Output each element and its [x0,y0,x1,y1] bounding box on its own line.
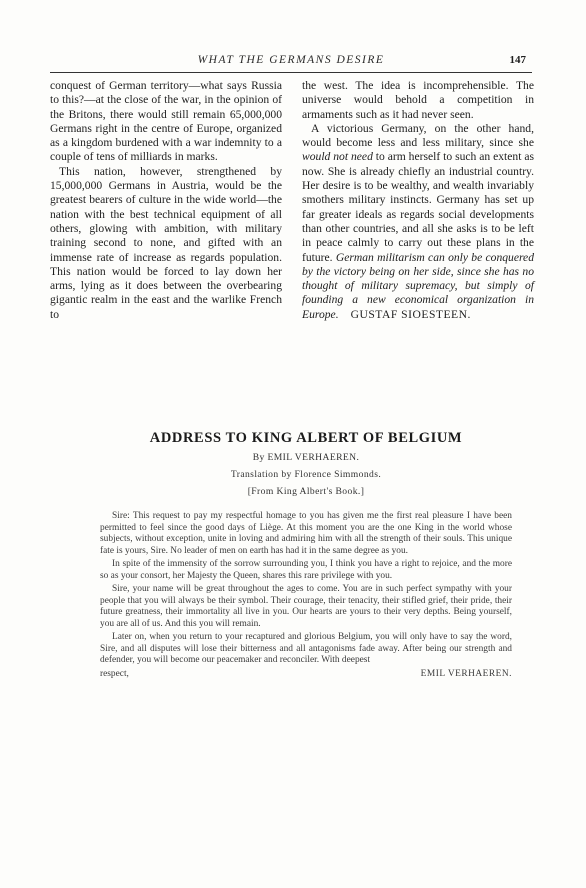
address-closing-word: respect, [100,668,129,679]
address-author: EMIL VERHAEREN. [420,668,512,679]
left-column [50,79,282,322]
address-paragraph-3: Sire, your name will be great throughout the ages to come. You are in such perfect sympathy with your people that you will always be their symbol. Their courage, their tenacity, their stifled grief, their pride, their future greatness, their immortality all live in you. Our hearts are yours to their very depths. Being yourself, you are all of us. And this you will remain. [100,584,512,629]
address-translation-credit: Translation by Florence Simmonds. [230,469,382,480]
address-body [100,511,512,667]
address-section [100,430,512,680]
right-column [302,79,534,322]
right-paragraph-2 [302,122,534,322]
article-signature: GUSTAF SIOESTEEN. [350,307,471,321]
right-paragraph-2-italic-phrase: would not need [302,150,373,164]
page-number: 147 [509,54,526,66]
address-paragraph-1: Sire: This request to pay my respectful homage to you has given me the first real pleasure I have been permitted to feel since the good days of Liège. At this moment you are the one King in the world whose subjects, without exception, unite in loving and admiring him with all the strength of their souls. This unique fate is yours, Sire. No leader of men on earth has had it in the same degree as you. [100,511,512,556]
right-paragraph-2-text-c: to arm herself to such an extent as now. She is already chiefly an industrial country. Her desire is to be wealthy, and wealth invariably smothers military instincts. Germany has set up far greater ideals as regards social developments than other countries, and all she asks is to be left in peace calmly to carry out these plans in the future. [302,150,534,264]
left-paragraph-1: conquest of German territory—what says Russia to this?—at the close of the war, in the opinion of the Britons, there would still remain 65,000,000 Germans right in the centre of Europe, organized as a kingdom burdened with a war indemnity to a couple of tens of milliards in marks. [50,79,282,164]
page-header [50,54,532,73]
address-byline: By EMIL VERHAEREN. [252,452,360,463]
right-paragraph-2-text-a: A victorious Germany, on the other hand, would become less and less military, since she [302,121,534,150]
right-paragraph-2-italic-conclusion: German militarism can only be conquered by the victory being on her side, since she has no thought of military supremacy, but simply of founding a new economical organization in Europe. [302,250,535,321]
address-source: [From King Albert's Book.] [247,486,365,497]
address-paragraph-2: In spite of the immensity of the sorrow surrounding you, I think you have a right to rejoice, and the more so as your consort, her Majesty the Queen, shares this rare privilege with you. [100,559,512,581]
address-title: ADDRESS TO KING ALBERT OF BELGIUM [149,430,463,446]
left-paragraph-2: This nation, however, strengthened by 15,000,000 Germans in Austria, would be the greatest bearers of culture in the wide world—the nation with the best technical equipment of all others, glowing with ambition, with military training second to none, and gifted with an immense rate of increase as regards population. This nation would be forced to lay down her arms, lying as it does between the overbearing gigantic realm in the east and the warlike French to [50,164,282,321]
running-title: WHAT THE GERMANS DESIRE [197,54,385,66]
address-paragraph-4: Later on, when you return to your recaptured and glorious Belgium, you will only have to say the word, Sire, and all disputes will lose their bitterness and all antagonisms fade away. After being our strength and defender, you will become our peacemaker and reconciler. With deepest [100,632,512,665]
right-paragraph-1: the west. The idea is incomprehensible. The universe would behold a competition in armaments such as it had never seen. [302,79,534,121]
article-columns [50,79,534,322]
address-closing [100,669,512,681]
